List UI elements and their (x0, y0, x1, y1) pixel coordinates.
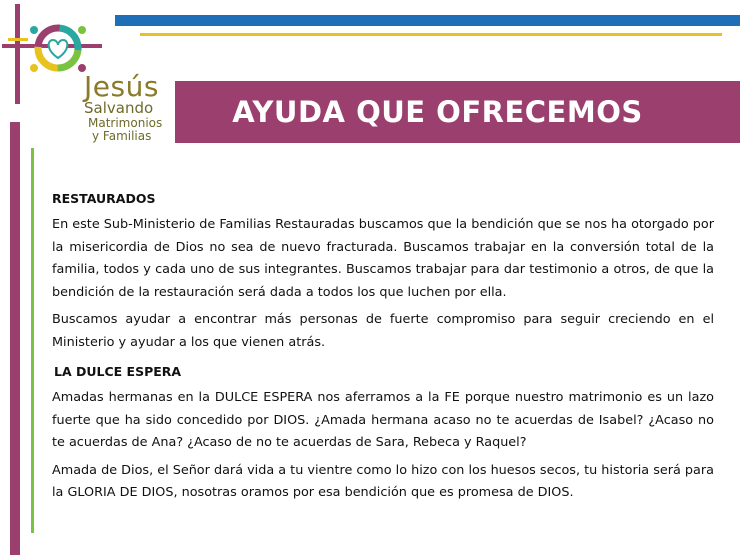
left-magenta-line (10, 122, 20, 555)
paragraph-dulce-espera-1: Amadas hermanas en la DULCE ESPERA nos aferramos a la FE porque nuestro matrimonio es un lazo fuerte que ha sido concedido por DIOS. ¿Amada hermana acaso no te acuerdas de Isabel? ¿Acaso no te acuerdas de Ana? ¿Acaso de no te acuerdas de Sara, Rebeca y Raquel? (52, 390, 714, 450)
ministry-logo (0, 0, 170, 150)
paragraph-restaurados-1: En este Sub-Ministerio de Familias Restauradas buscamos que la bendición que se nos ha otorgado por la misericordia de Dios no sea de nuevo fracturada. Buscamos trabajar en la conversión total de la familia, todos y cada uno de sus integrantes. Buscamos trabajar para dar testimonio a otros, de que la bendición de la restauración será dada a todos los que luchen por ella. (52, 217, 714, 300)
page-title: AYUDA QUE OFRECEMOS (232, 95, 643, 129)
content-area (52, 190, 714, 510)
logo-text-familias: y Familias (92, 129, 152, 143)
top-yellow-bar (140, 33, 722, 36)
top-blue-bar (115, 15, 740, 26)
paragraph-restaurados-2: Buscamos ayudar a encontrar más personas de fuerte compromiso para seguir creciendo en el Ministerio y ayudar a los que vienen atrás. (52, 312, 714, 350)
logo-text-jesus: Jesús (84, 70, 159, 103)
section-heading-restaurados: RESTAURADOS (52, 191, 156, 206)
logo-text-matrimonios: Matrimonios (88, 116, 163, 130)
section-heading-dulce-espera: LA DULCE ESPERA (54, 364, 182, 379)
paragraph-dulce-espera-2: Amada de Dios, el Señor dará vida a tu vientre como lo hizo con los huesos secos, tu historia será para la GLORIA DE DIOS, nosotras oramos por esa bendición que es promesa de DIOS. (52, 462, 714, 500)
left-green-line (31, 148, 34, 533)
logo-text-salvando: Salvando (84, 99, 154, 117)
title-banner (175, 81, 740, 143)
